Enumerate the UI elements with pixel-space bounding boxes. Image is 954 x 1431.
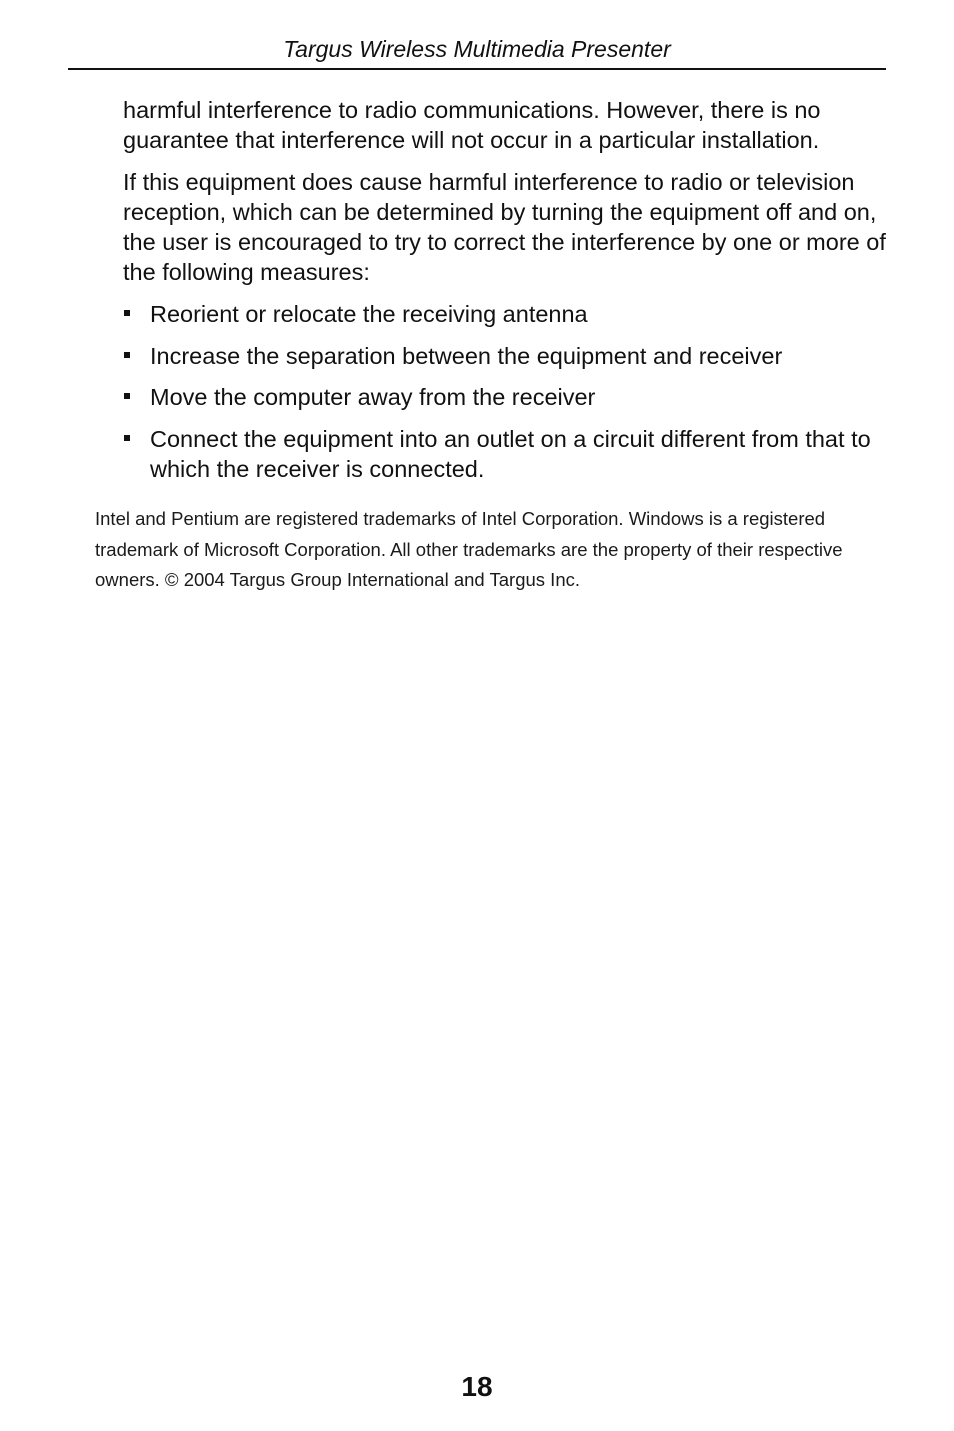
measures-list [123, 299, 888, 495]
list-item [123, 341, 888, 371]
list-item [123, 424, 888, 484]
paragraph-interference-guarantee: harmful interference to radio communications. However, there is no guarantee that interference will not occur in a particular installation. [123, 97, 821, 153]
list-item-text: Reorient or relocate the receiving antenna [150, 301, 588, 327]
header-divider [68, 68, 886, 70]
square-bullet-icon [124, 393, 130, 399]
square-bullet-icon [124, 352, 130, 358]
list-item-text: Move the computer away from the receiver [150, 384, 596, 410]
list-item-text: Connect the equipment into an outlet on a circuit different from that to which the receiver is connected. [150, 425, 871, 482]
running-header: Targus Wireless Multimedia Presenter [283, 36, 671, 62]
square-bullet-icon [124, 310, 130, 316]
square-bullet-icon [124, 435, 130, 441]
page-number: 18 [461, 1371, 493, 1402]
paragraph-correction-measures: If this equipment does cause harmful interference to radio or television reception, which can be determined by turning the equipment off and on, the user is encouraged to try to correct the interference by one or more of the following measures: [123, 169, 886, 285]
list-item [123, 299, 888, 329]
list-item-text: Increase the separation between the equipment and receiver [150, 342, 783, 369]
trademark-notice: Intel and Pentium are registered trademarks of Intel Corporation. Windows is a registered trademark of Microsoft Corporation. All other trademarks are the property of their respective owners. © 2004 Targus Group International and Targus Inc. [95, 508, 843, 590]
list-item [123, 382, 888, 412]
